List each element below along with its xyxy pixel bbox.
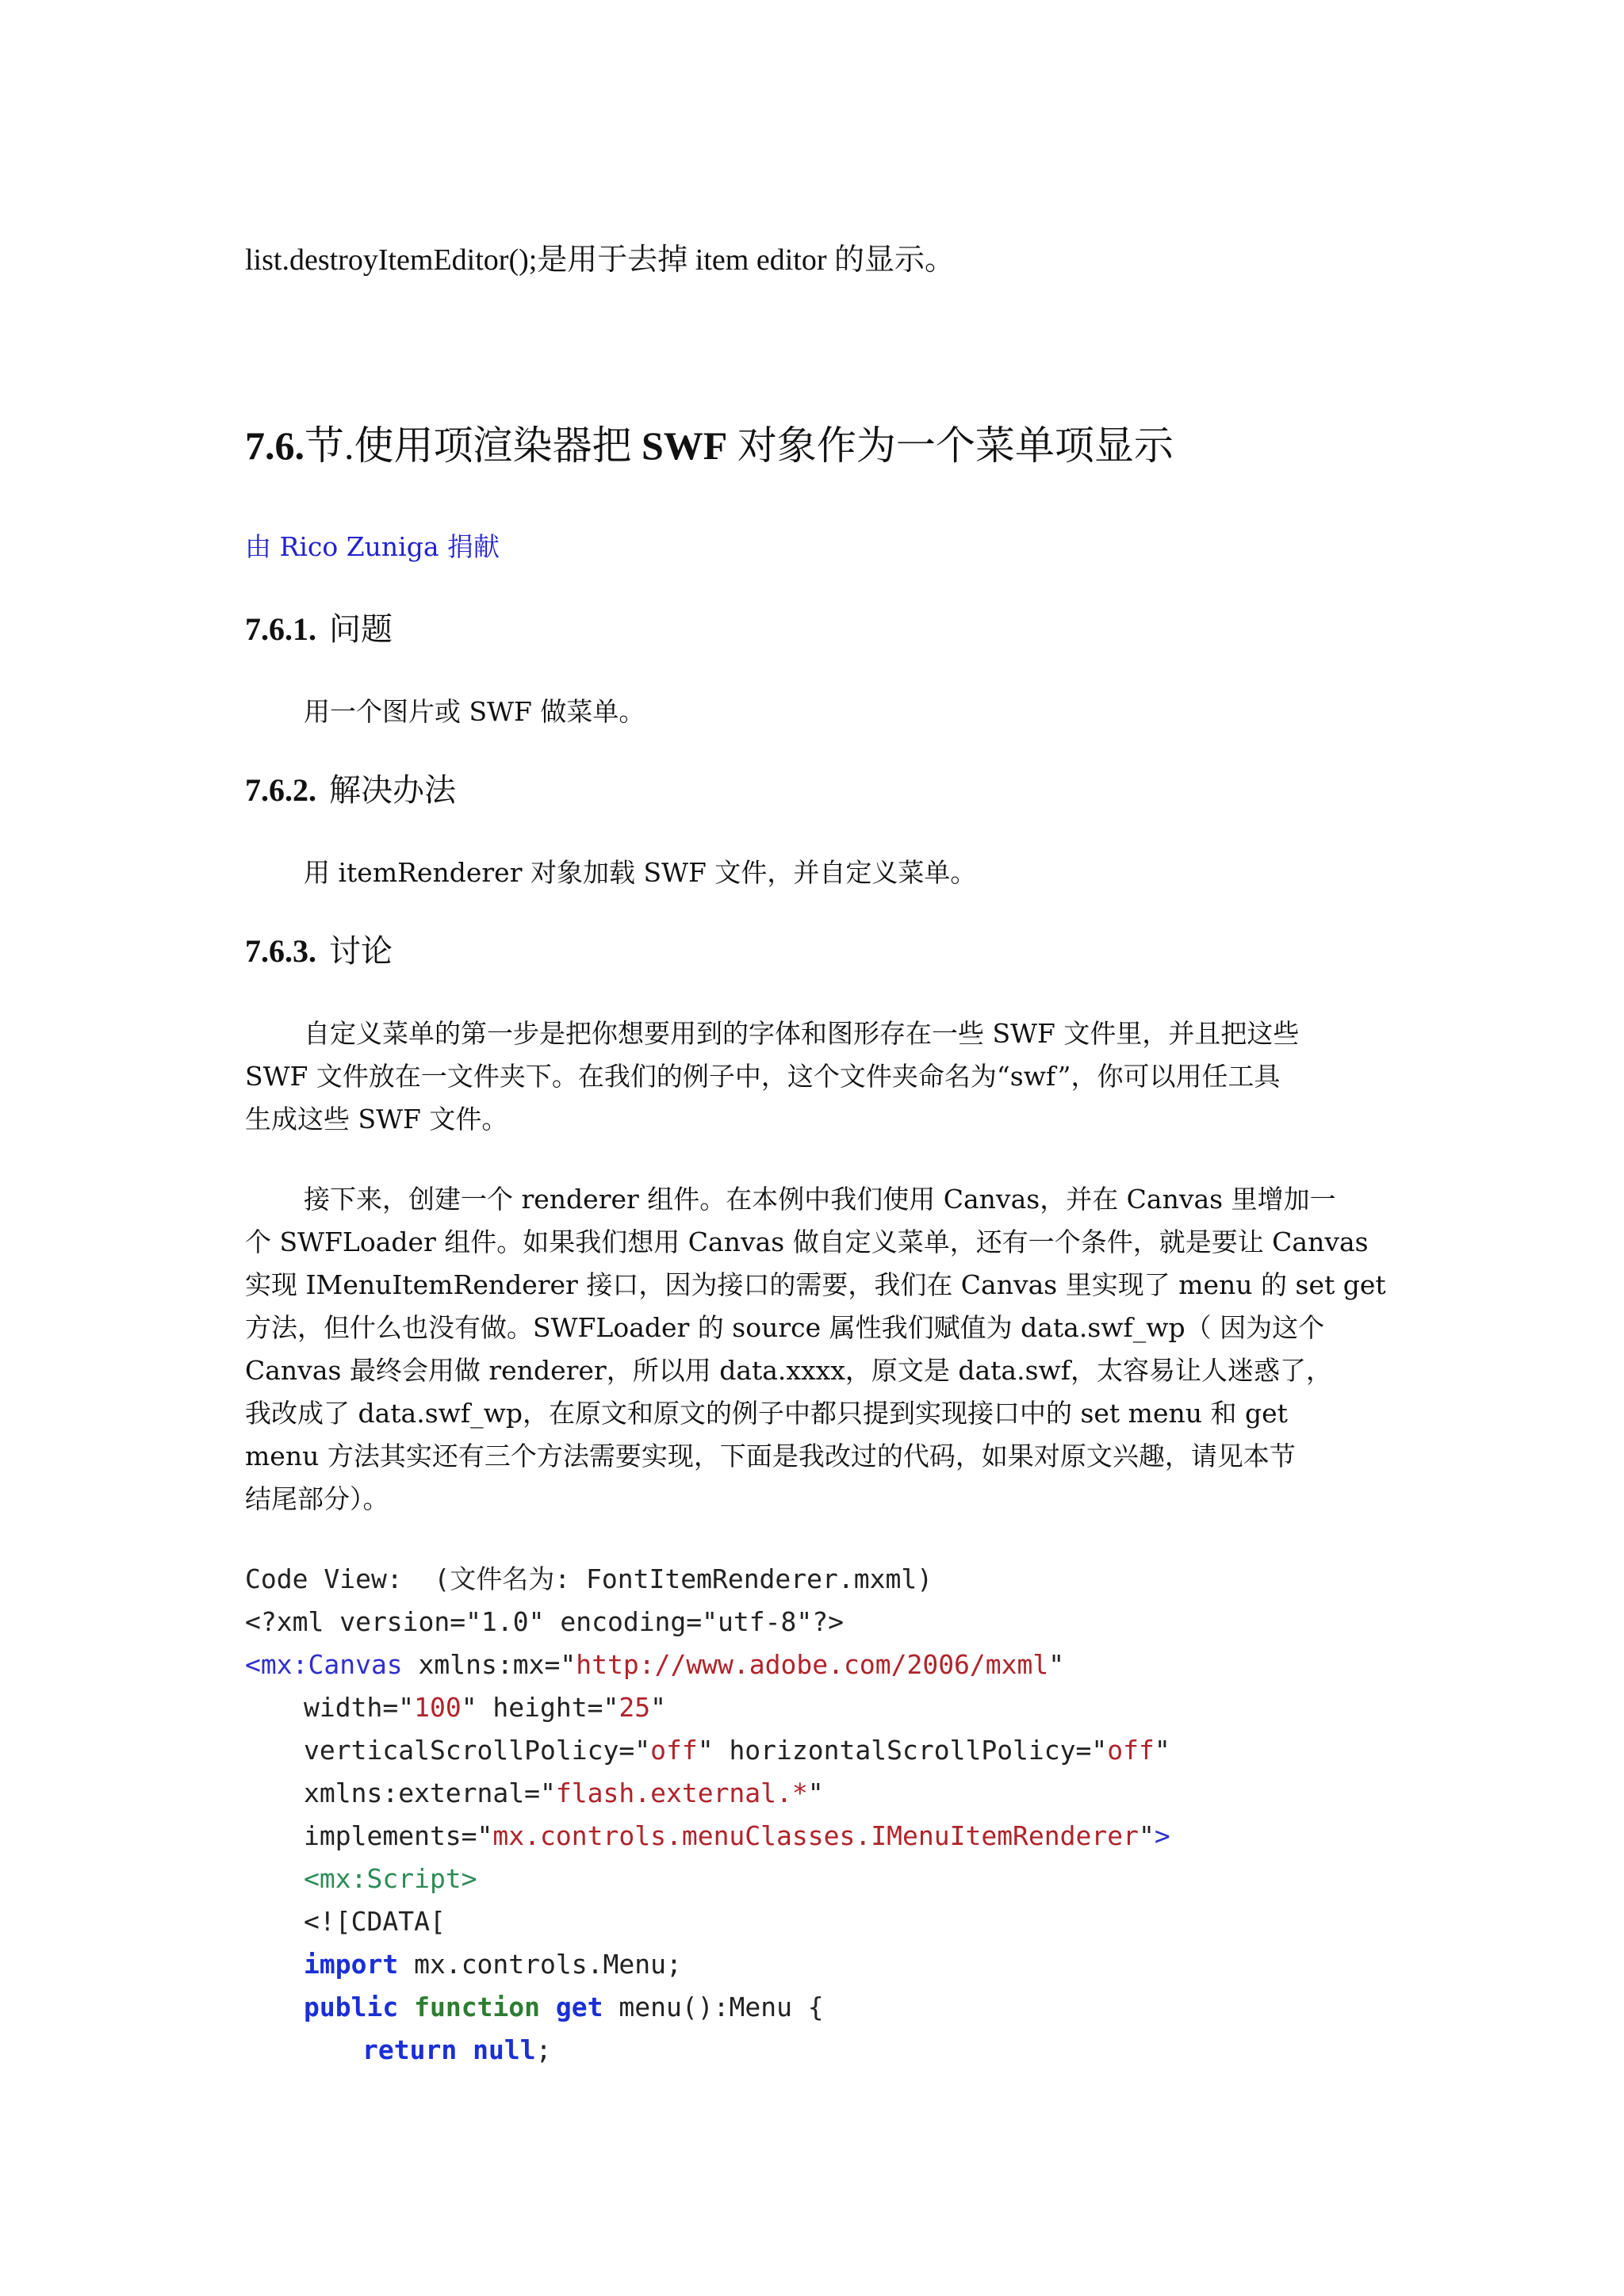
solution-text: 用 itemRenderer 对象加载 SWF 文件，并自定义菜单。: [304, 857, 977, 888]
solution-heading: [245, 770, 456, 811]
paragraph-line: 生成这些 SWF 文件。: [245, 1104, 508, 1135]
discussion-heading: [245, 931, 393, 972]
problem-number: 7.6.1.: [245, 611, 316, 647]
paragraph-line: 结尾部分）。: [245, 1483, 389, 1514]
code-listing: [245, 1558, 1170, 2072]
paragraph-line: 个 SWFLoader 组件。如果我们想用 Canvas 做自定义菜单，还有一个条件，就是要让 Canvas: [245, 1226, 1369, 1257]
discussion-number: 7.6.3.: [245, 933, 316, 969]
problem-heading: [245, 609, 393, 650]
code-cdata: <![CDATA[: [304, 1906, 446, 1937]
section-number: 7.6.: [245, 423, 304, 468]
code-xml-declaration: <?xml version="1.0" encoding="utf-8"?>: [245, 1606, 844, 1637]
section-title: [245, 420, 1174, 471]
discussion-title: 讨论: [329, 933, 393, 969]
paragraph-line: SWF 文件放在一文件夹下。在我们的例子中，这个文件夹命名为“swf”，你可以用任工具: [245, 1061, 1281, 1092]
paragraph-line: 自定义菜单的第一步是把你想要用到的字体和图形存在一些 SWF 文件里，并且把这些: [304, 1018, 1300, 1049]
paragraph-line: menu 方法其实还有三个方法需要实现，下面是我改过的代码，如果对原文兴趣，请见本节: [245, 1441, 1296, 1471]
discussion-paragraph-1: [245, 1012, 1387, 1141]
code-implements-attr: implements="mx.controls.menuClasses.IMenuItemRenderer">: [304, 1820, 1170, 1851]
code-return: return null;: [362, 2034, 552, 2065]
section-title-part-b: 对象作为一个菜单项显示: [727, 423, 1174, 468]
solution-title: 解决办法: [329, 772, 456, 808]
code-canvas-open: <mx:Canvas xmlns:mx="http://www.adobe.com/2006/mxml": [245, 1649, 1065, 1680]
code-size-attrs: width="100" height="25": [304, 1692, 666, 1723]
discussion-paragraph-2: [245, 1178, 1387, 1521]
paragraph-line: 接下来，创建一个 renderer 组件。在本例中我们使用 Canvas，并在 Canvas 里增加一: [304, 1184, 1336, 1215]
code-script-tag: <mx:Script>: [304, 1863, 477, 1894]
code-external-attr: xmlns:external="flash.external.*": [304, 1777, 824, 1808]
paragraph-line: 方法，但什么也没有做。SWFLoader 的 source 属性我们赋值为 data.swf_wp（ 因为这个: [245, 1312, 1325, 1343]
problem-title: 问题: [329, 611, 393, 647]
code-scroll-attrs: verticalScrollPolicy="off" horizontalScrollPolicy="off": [304, 1735, 1170, 1766]
credit-line: 由 Rico Zuniga 捐献: [245, 531, 500, 562]
problem-text: 用一个图片或 SWF 做菜单。: [304, 696, 645, 727]
code-getter: public function get menu():Menu {: [304, 1992, 824, 2022]
solution-number: 7.6.2.: [245, 772, 316, 808]
intro-line: list.destroyItemEditor();是用于去掉 item editor 的显示。: [245, 243, 955, 277]
paragraph-line: 我改成了 data.swf_wp，在原文和原文的例子中都只提到实现接口中的 set menu 和 get: [245, 1398, 1288, 1429]
section-title-part-a: 节.使用项渲染器把: [304, 423, 642, 468]
paragraph-line: 实现 IMenuItemRenderer 接口，因为接口的需要，我们在 Canvas 里实现了 menu 的 set get: [245, 1269, 1386, 1300]
code-import: import mx.controls.Menu;: [304, 1949, 682, 1980]
code-header: Code View: (文件名为: FontItemRenderer.mxml): [245, 1563, 933, 1594]
paragraph-line: Canvas 最终会用做 renderer，所以用 data.xxxx，原文是 data.swf，太容易让人迷惑了，: [245, 1355, 1332, 1386]
section-title-swf: SWF: [642, 423, 728, 468]
